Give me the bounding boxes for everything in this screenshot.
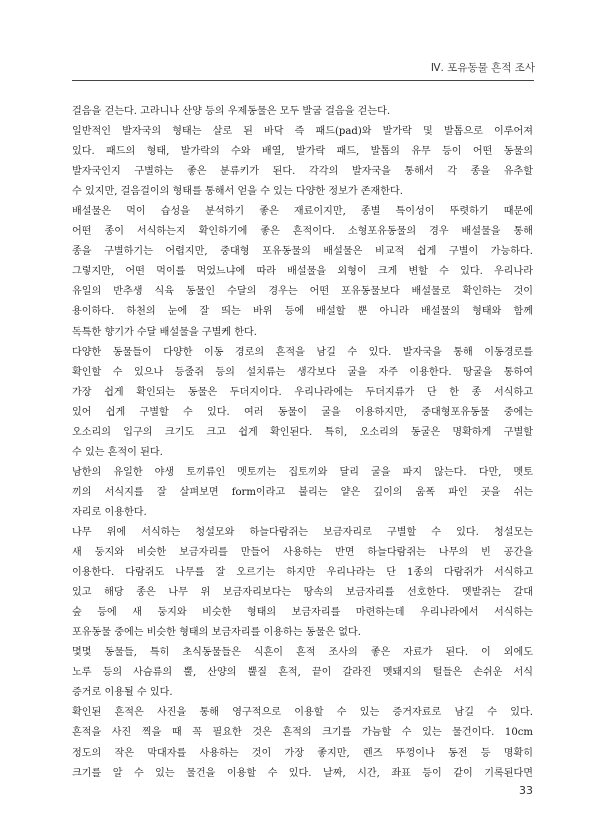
text-line: 오소리의 입구의 크기도 크고 쉽게 확인된다. 특히, 오소리의 동굴은 명확하게 구별할 [72,426,533,438]
chapter-title: Ⅳ. 포유동물 흔적 조사 [430,62,535,74]
text-line: 어떤 종이 서식하는지 확인하기에 좋은 흔적이다. 소형포유동물의 경우 배설물을 통해 [72,226,533,238]
text-line: 흔적을 사진 찍을 때 꼭 필요한 것은 흔적의 크기를 가늠할 수 있는 물건이다. 10cm [72,727,533,739]
text-line: 새 둥지와 비슷한 보금자리를 만들어 사용하는 반면 하늘다람쥐는 나무의 빈 공간을 [72,547,533,559]
page-number: 33 [519,784,533,797]
text-line: 일반적인 발자국의 형태는 살로 된 바닥 즉 패드(pad)와 발가락 및 발톱으로 이루어져 [72,126,533,138]
text-line: 포유동물 중에는 비슷한 형태의 보금자리를 이용하는 동물은 없다. [72,627,361,639]
text-line: 확인된 흔적은 사진을 통해 영구적으로 이용할 수 있는 증거자료로 남길 수 있다. [72,707,533,719]
text-line: 독특한 향기가 수달 배설물을 구별케 한다. [72,326,258,338]
page-header [0,0,605,80]
text-line: 용이하다. 하천의 눈에 잘 띄는 바위 등에 배설할 뿐 아니라 배설물의 형태와 함께 [72,306,533,318]
text-line: 종을 구별하기는 어렵지만, 중대형 포유동물의 배설물은 비교적 쉽게 구별이 가능하다. [72,246,533,258]
text-line: 유일의 반추생 식육 동물인 수달의 경우는 어떤 포유동물보다 배설물로 확인하는 것이 [72,286,533,298]
text-line: 숲 등에 새 둥지와 비슷한 형태의 보금자리를 마련하는데 우리나라에서 서식하는 [72,607,533,619]
text-line: 증거로 이용될 수 있다. [72,687,173,699]
text-line: 발자국인지 구별하는 좋은 분류키가 된다. 각각의 발자국을 통해서 각 종을 유추할 [72,166,533,178]
body-text [72,102,533,784]
text-line: 자리로 이용한다. [72,506,147,518]
text-line: 가장 쉽게 확인되는 동물은 두더지이다. 우리나라에는 두더지류가 단 한 종 서식하고 [72,386,533,398]
text-line: 있다. 패드의 형태, 발가락의 수와 배열, 발가락 패드, 발톱의 유무 등이 어떤 동물의 [72,146,533,158]
text-line: 노루 등의 사슴류의 뿔, 산양의 뿔질 흔적, 끝이 갈라진 멧돼지의 털들은 손쉬운 서식 [72,667,533,679]
text-line: 정도의 작은 막대자를 사용하는 것이 가장 좋지만, 렌즈 뚜껑이나 동전 등 명확히 [72,747,533,759]
text-line: 수 있지만, 걸음걸이의 형태를 통해서 얻을 수 있는 다양한 정보가 존재한다. [72,186,404,198]
text-line: 확인할 수 있으나 등줄쥐 등의 설치류는 생각보다 굴을 자주 이용한다. 땅굴을 통하여 [72,366,533,378]
text-line: 나무 위에 서식하는 청설모와 하늘다람쥐는 보금자리로 구별할 수 있다. 청설모는 [72,526,533,538]
text-line: 걸음을 걷는다. 고라니나 산양 등의 우제동물은 모두 발굽 걸음을 걷는다. [72,106,391,117]
text-line: 끼의 서식지를 잘 살펴보면 form이라고 불리는 얕은 깊이의 움폭 파인 곳을 쉬는 [72,486,533,498]
text-line: 그렇지만, 어떤 먹이를 먹었느냐에 따라 배설물을 외형이 크게 변할 수 있다. 우리나라 [72,266,533,278]
text-line: 크기를 알 수 있는 물건을 이용할 수 있다. 날짜, 시간, 좌표 등이 같이 기록된다면 [72,767,533,779]
text-line: 몇몇 동물들, 특히 초식동물들은 식흔이 흔적 조사의 좋은 자료가 된다. 이 외에도 [72,647,533,659]
header-divider [72,80,534,81]
text-line: 있어 쉽게 구별할 수 있다. 여러 동물이 굴을 이용하지만, 중대형포유동물 중에는 [72,406,533,418]
text-line: 수 있는 흔적이 된다. [72,446,163,458]
text-line: 있고 해당 종은 나무 위 보금자리보다는 땅속의 보금자리를 선호한다. 멧밭쥐는 갈대 [72,587,533,599]
text-line: 배설물은 먹이 습성을 분석하기 좋은 재료이지만, 종별 특이성이 뚜렷하기 때문에 [72,206,533,218]
text-line: 남한의 유일한 야생 토끼류인 멧토끼는 집토끼와 달리 굴을 파지 않는다. 다만, 멧토 [72,466,533,478]
text-line: 다양한 동물들이 다양한 이동 경로의 흔적을 남길 수 있다. 발자국을 통해 이동경로를 [72,346,533,358]
text-line: 이용한다. 다람쥐도 나무를 잘 오르기는 하지만 우리나라는 단 1종의 다람쥐가 서식하고 [72,567,533,579]
